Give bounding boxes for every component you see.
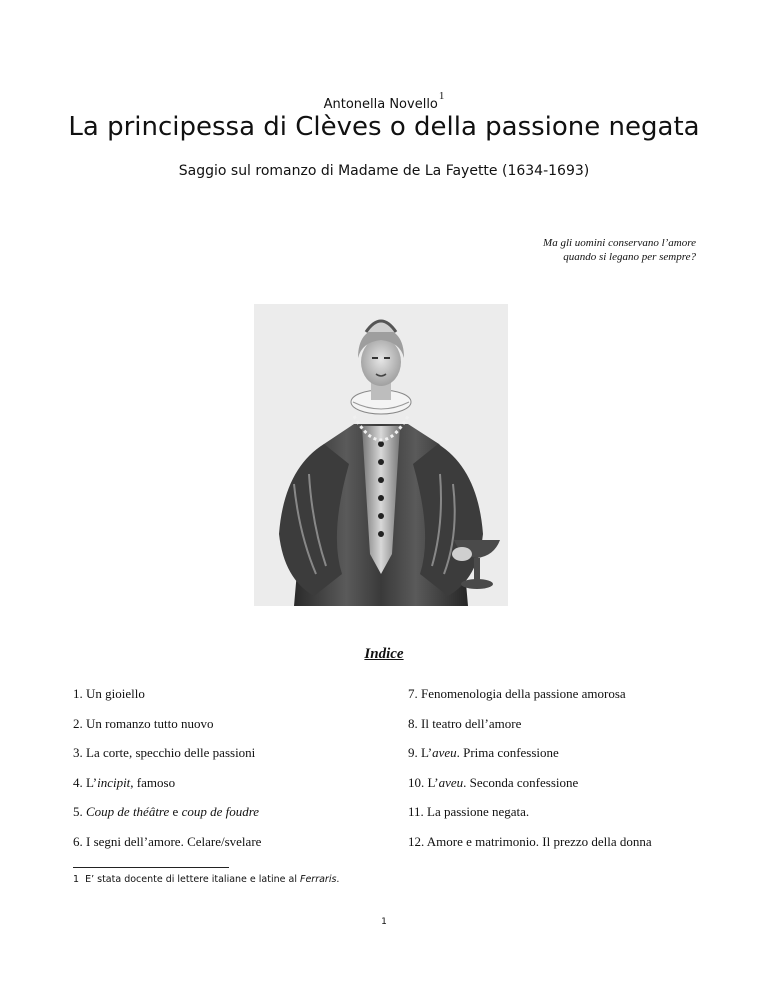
toc-row <box>73 775 713 805</box>
author-name <box>0 90 768 112</box>
table-of-contents <box>73 686 713 863</box>
document-subtitle: Saggio sul romanzo di Madame de La Fayette (1634-1693) <box>178 163 590 179</box>
footnote-emphasis: Ferraris <box>299 874 337 885</box>
footnote-number: 1 <box>73 874 80 885</box>
portrait-image <box>254 304 508 606</box>
footnote: 1 E’ stata docente di lettere italiane e latine al Ferraris. <box>73 874 340 885</box>
toc-item[interactable]: 8. Il teatro dell’amore <box>408 715 522 731</box>
epigraph-line-2: quando si legano per sempre? <box>563 251 696 263</box>
toc-row <box>73 804 713 834</box>
toc-row <box>73 745 713 775</box>
toc-item[interactable]: 11. La passione negata. <box>408 804 530 819</box>
toc-row <box>73 834 713 864</box>
footnote-ref[interactable]: 1 <box>438 90 445 102</box>
toc-item[interactable]: 2. Un romanzo tutto nuovo <box>73 715 214 731</box>
toc-item[interactable]: 3. La corte, specchio delle passioni <box>73 745 256 760</box>
toc-row <box>73 716 713 746</box>
toc-item[interactable]: 10. L’aveu. Seconda confessione <box>408 774 579 790</box>
toc-item[interactable]: 1. Un gioiello <box>73 686 145 701</box>
toc-item[interactable]: 7. Fenomenologia della passione amorosa <box>408 686 626 701</box>
toc-item[interactable]: 9. L’aveu. Prima confessione <box>408 745 559 760</box>
toc-item[interactable]: 5. Coup de théâtre e coup de foudre <box>73 804 260 819</box>
toc-item[interactable]: 6. I segni dell’amore. Celare/svelare <box>73 833 262 849</box>
epigraph-line-1: Ma gli uomini conservano l’amore <box>543 237 696 249</box>
epigraph <box>543 236 696 264</box>
footnote-separator <box>73 867 229 868</box>
document-title: La principessa di Clèves o della passione negata <box>68 112 700 142</box>
index-title: Indice <box>364 646 404 662</box>
footnote-text: E’ stata docente di lettere italiane e latine al <box>85 874 300 885</box>
page-number: 1 <box>381 917 387 927</box>
author-text: Antonella Novello <box>323 97 438 112</box>
toc-item[interactable]: 4. L’incipit, famoso <box>73 774 176 790</box>
toc-item[interactable]: 12. Amore e matrimonio. Il prezzo della donna <box>408 833 652 849</box>
toc-row <box>73 686 713 716</box>
